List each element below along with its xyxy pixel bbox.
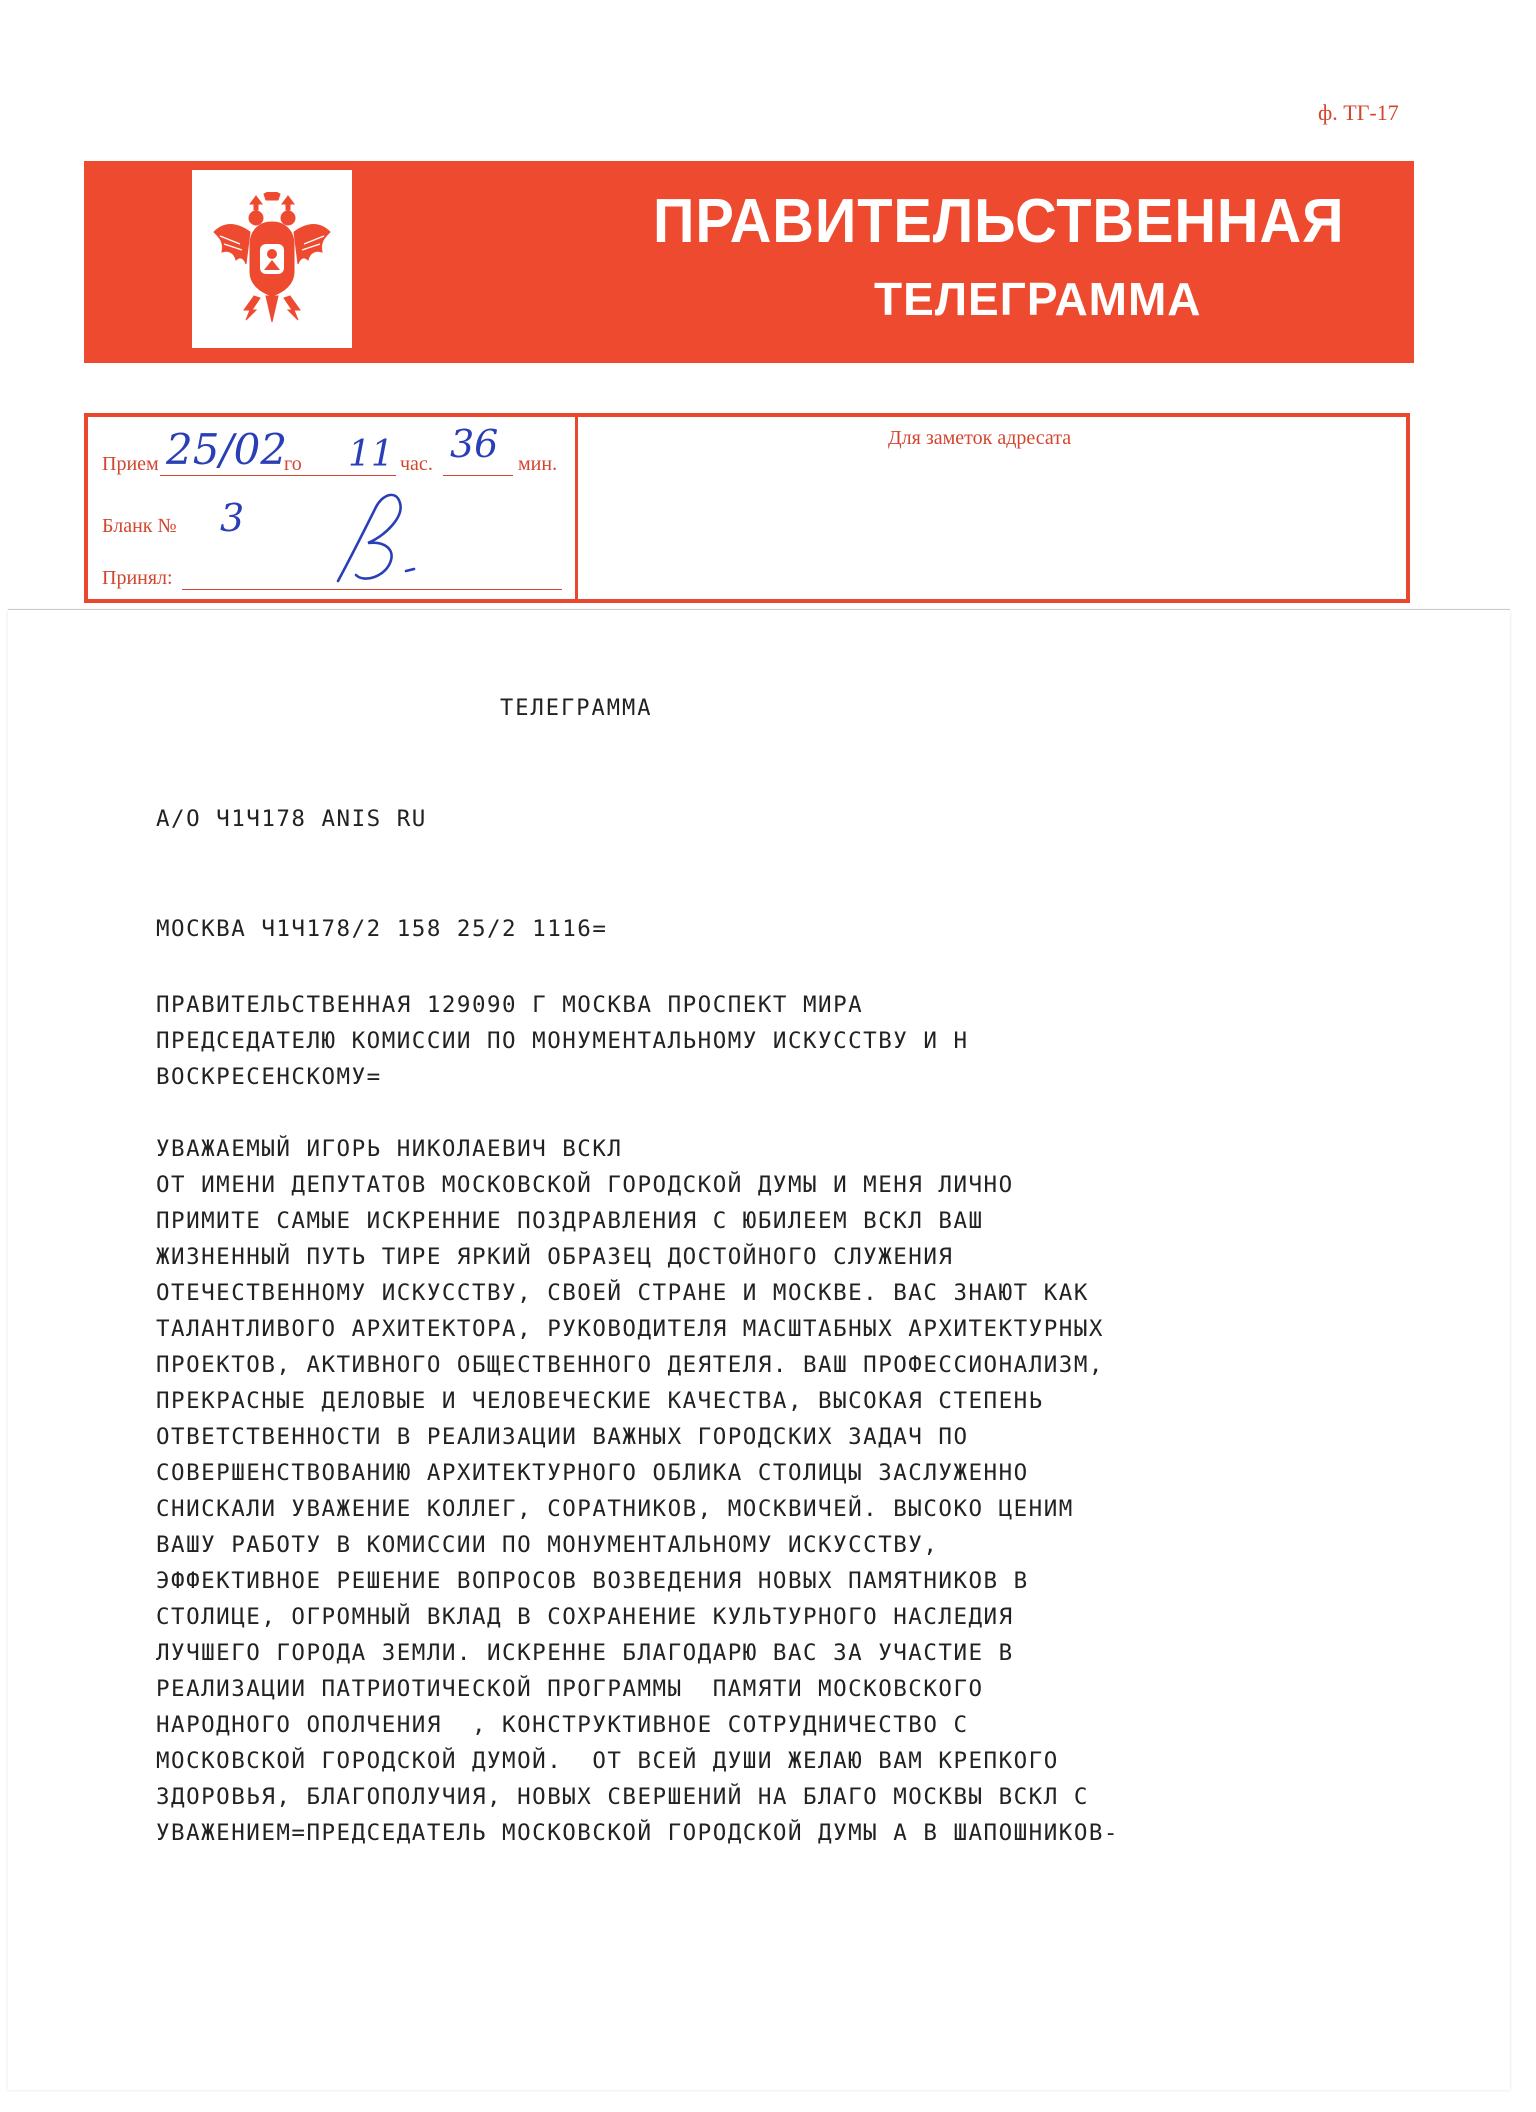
telegram-sheet [8, 610, 1510, 2090]
header-banner [84, 161, 1414, 363]
body-line: ПРИМИТЕ САМЫЕ ИСКРЕННИЕ ПОЗДРАВЛЕНИЯ С ЮБИЛЕЕМ ВСКЛ ВАШ [156, 1208, 984, 1234]
received-minute: 36 [450, 422, 499, 466]
form-code: ф. ТГ-17 [1318, 100, 1399, 125]
form-number: 3 [220, 496, 245, 540]
body-line: ЭФФЕКТИВНОЕ РЕШЕНИЕ ВОПРОСОВ ВОЗВЕДЕНИЯ НОВЫХ ПАМЯТНИКОВ В [156, 1568, 1029, 1594]
eagle-emblem-icon [210, 192, 334, 326]
telegram-heading: ТЕЛЕГРАММА [500, 696, 653, 721]
banner-title: ПРАВИТЕЛЬСТВЕННАЯ [652, 187, 1344, 256]
form-number-label: Бланк № [102, 515, 177, 537]
body-line: ТАЛАНТЛИВОГО АРХИТЕКТОРА, РУКОВОДИТЕЛЯ МАСШТАБНЫХ АРХИТЕКТУРНЫХ [156, 1316, 1104, 1342]
emblem-frame [192, 170, 352, 348]
received-label: Прием [102, 453, 159, 475]
body-line: МОСКОВСКОЙ ГОРОДСКОЙ ДУМОЙ. ОТ ВСЕЙ ДУШИ ЖЕЛАЮ ВАМ КРЕПКОГО [156, 1748, 1059, 1774]
body-line: СОВЕРШЕНСТВОВАНИЮ АРХИТЕКТУРНОГО ОБЛИКА СТОЛИЦЫ ЗАСЛУЖЕННО [156, 1460, 1029, 1486]
body-line: НАРОДНОГО ОПОЛЧЕНИЯ , КОНСТРУКТИВНОЕ СОТРУДНИЧЕСТВО С [156, 1712, 969, 1738]
body-line: СТОЛИЦЕ, ОГРОМНЫЙ ВКЛАД В СОХРАНЕНИЕ КУЛЬТУРНОГО НАСЛЕДИЯ [156, 1604, 1014, 1630]
address-line: ВОСКРЕСЕНСКОМУ= [156, 1064, 382, 1090]
received-date: 25/02 [166, 425, 288, 474]
body-line: ПРЕКРАСНЫЕ ДЕЛОВЫЕ И ЧЕЛОВЕЧЕСКИЕ КАЧЕСТВА, ВЫСОКАЯ СТЕПЕНЬ [156, 1388, 1044, 1414]
body-line: РЕАЛИЗАЦИИ ПАТРИОТИЧЕСКОЙ ПРОГРАММЫ ПАМЯТИ МОСКОВСКОГО [156, 1676, 984, 1702]
body-line: ПРОЕКТОВ, АКТИВНОГО ОБЩЕСТВЕННОГО ДЕЯТЕЛЯ. ВАШ ПРОФЕССИОНАЛИЗМ, [156, 1352, 1104, 1378]
body-line: ЗДОРОВЬЯ, БЛАГОПОЛУЧИЯ, НОВЫХ СВЕРШЕНИЙ НА БЛАГО МОСКВЫ ВСКЛ С [156, 1784, 1089, 1810]
body-line: ЛУЧШЕГО ГОРОДА ЗЕМЛИ. ИСКРЕННЕ БЛАГОДАРЮ ВАС ЗА УЧАСТИЕ В [156, 1640, 1014, 1666]
hour-line [316, 475, 396, 476]
body-line: ОТ ИМЕНИ ДЕПУТАТОВ МОСКОВСКОЙ ГОРОДСКОЙ ДУМЫ И МЕНЯ ЛИЧНО [156, 1172, 1014, 1198]
reception-fields [88, 417, 578, 599]
body-line: ОТВЕТСТВЕННОСТИ В РЕАЛИЗАЦИИ ВАЖНЫХ ГОРОДСКИХ ЗАДАЧ ПО [156, 1424, 969, 1450]
notes-label: Для заметок адресата [888, 427, 1072, 449]
hour-label: час. [400, 453, 433, 475]
banner-subtitle: ТЕЛЕГРАММА [874, 273, 1202, 325]
minute-line [443, 475, 513, 476]
minute-label: мин. [518, 453, 558, 475]
origin-line: МОСКВА Ч1Ч178/2 158 25/2 1116= [156, 916, 608, 942]
address-line: ПРАВИТЕЛЬСТВЕННАЯ 129090 Г МОСКВА ПРОСПЕКТ МИРА [156, 992, 864, 1018]
routing-line: А/О Ч1Ч178 ANIS RU [156, 806, 427, 832]
address-line: ПРЕДСЕДАТЕЛЮ КОМИССИИ ПО МОНУМЕНТАЛЬНОМУ ИСКУССТВУ И Н [156, 1028, 969, 1054]
year-suffix-label: го [284, 453, 302, 475]
reception-box [84, 413, 1410, 603]
signature-line: УВАЖЕНИЕМ=ПРЕДСЕДАТЕЛЬ МОСКОВСКОЙ ГОРОДСКОЙ ДУМЫ А В ШАПОШНИКОВ- [156, 1820, 1119, 1846]
received-hour: 11 [348, 434, 394, 475]
body-line: СНИСКАЛИ УВАЖЕНИЕ КОЛЛЕГ, СОРАТНИКОВ, МОСКВИЧЕЙ. ВЫСОКО ЦЕНИМ [156, 1496, 1074, 1522]
body-line: ЖИЗНЕННЫЙ ПУТЬ ТИРЕ ЯРКИЙ ОБРАЗЕЦ ДОСТОЙНОГО СЛУЖЕНИЯ [156, 1244, 954, 1270]
body-line: ОТЕЧЕСТВЕННОМУ ИСКУССТВУ, СВОЕЙ СТРАНЕ И МОСКВЕ. ВАС ЗНАЮТ КАК [156, 1280, 1089, 1306]
greeting-line: УВАЖАЕМЫЙ ИГОРЬ НИКОЛАЕВИЧ ВСКЛ [156, 1136, 623, 1162]
body-line: ВАШУ РАБОТУ В КОМИССИИ ПО МОНУМЕНТАЛЬНОМУ ИСКУССТВУ, [156, 1532, 939, 1558]
signature-mark [320, 483, 440, 593]
accepted-label: Принял: [102, 567, 173, 589]
